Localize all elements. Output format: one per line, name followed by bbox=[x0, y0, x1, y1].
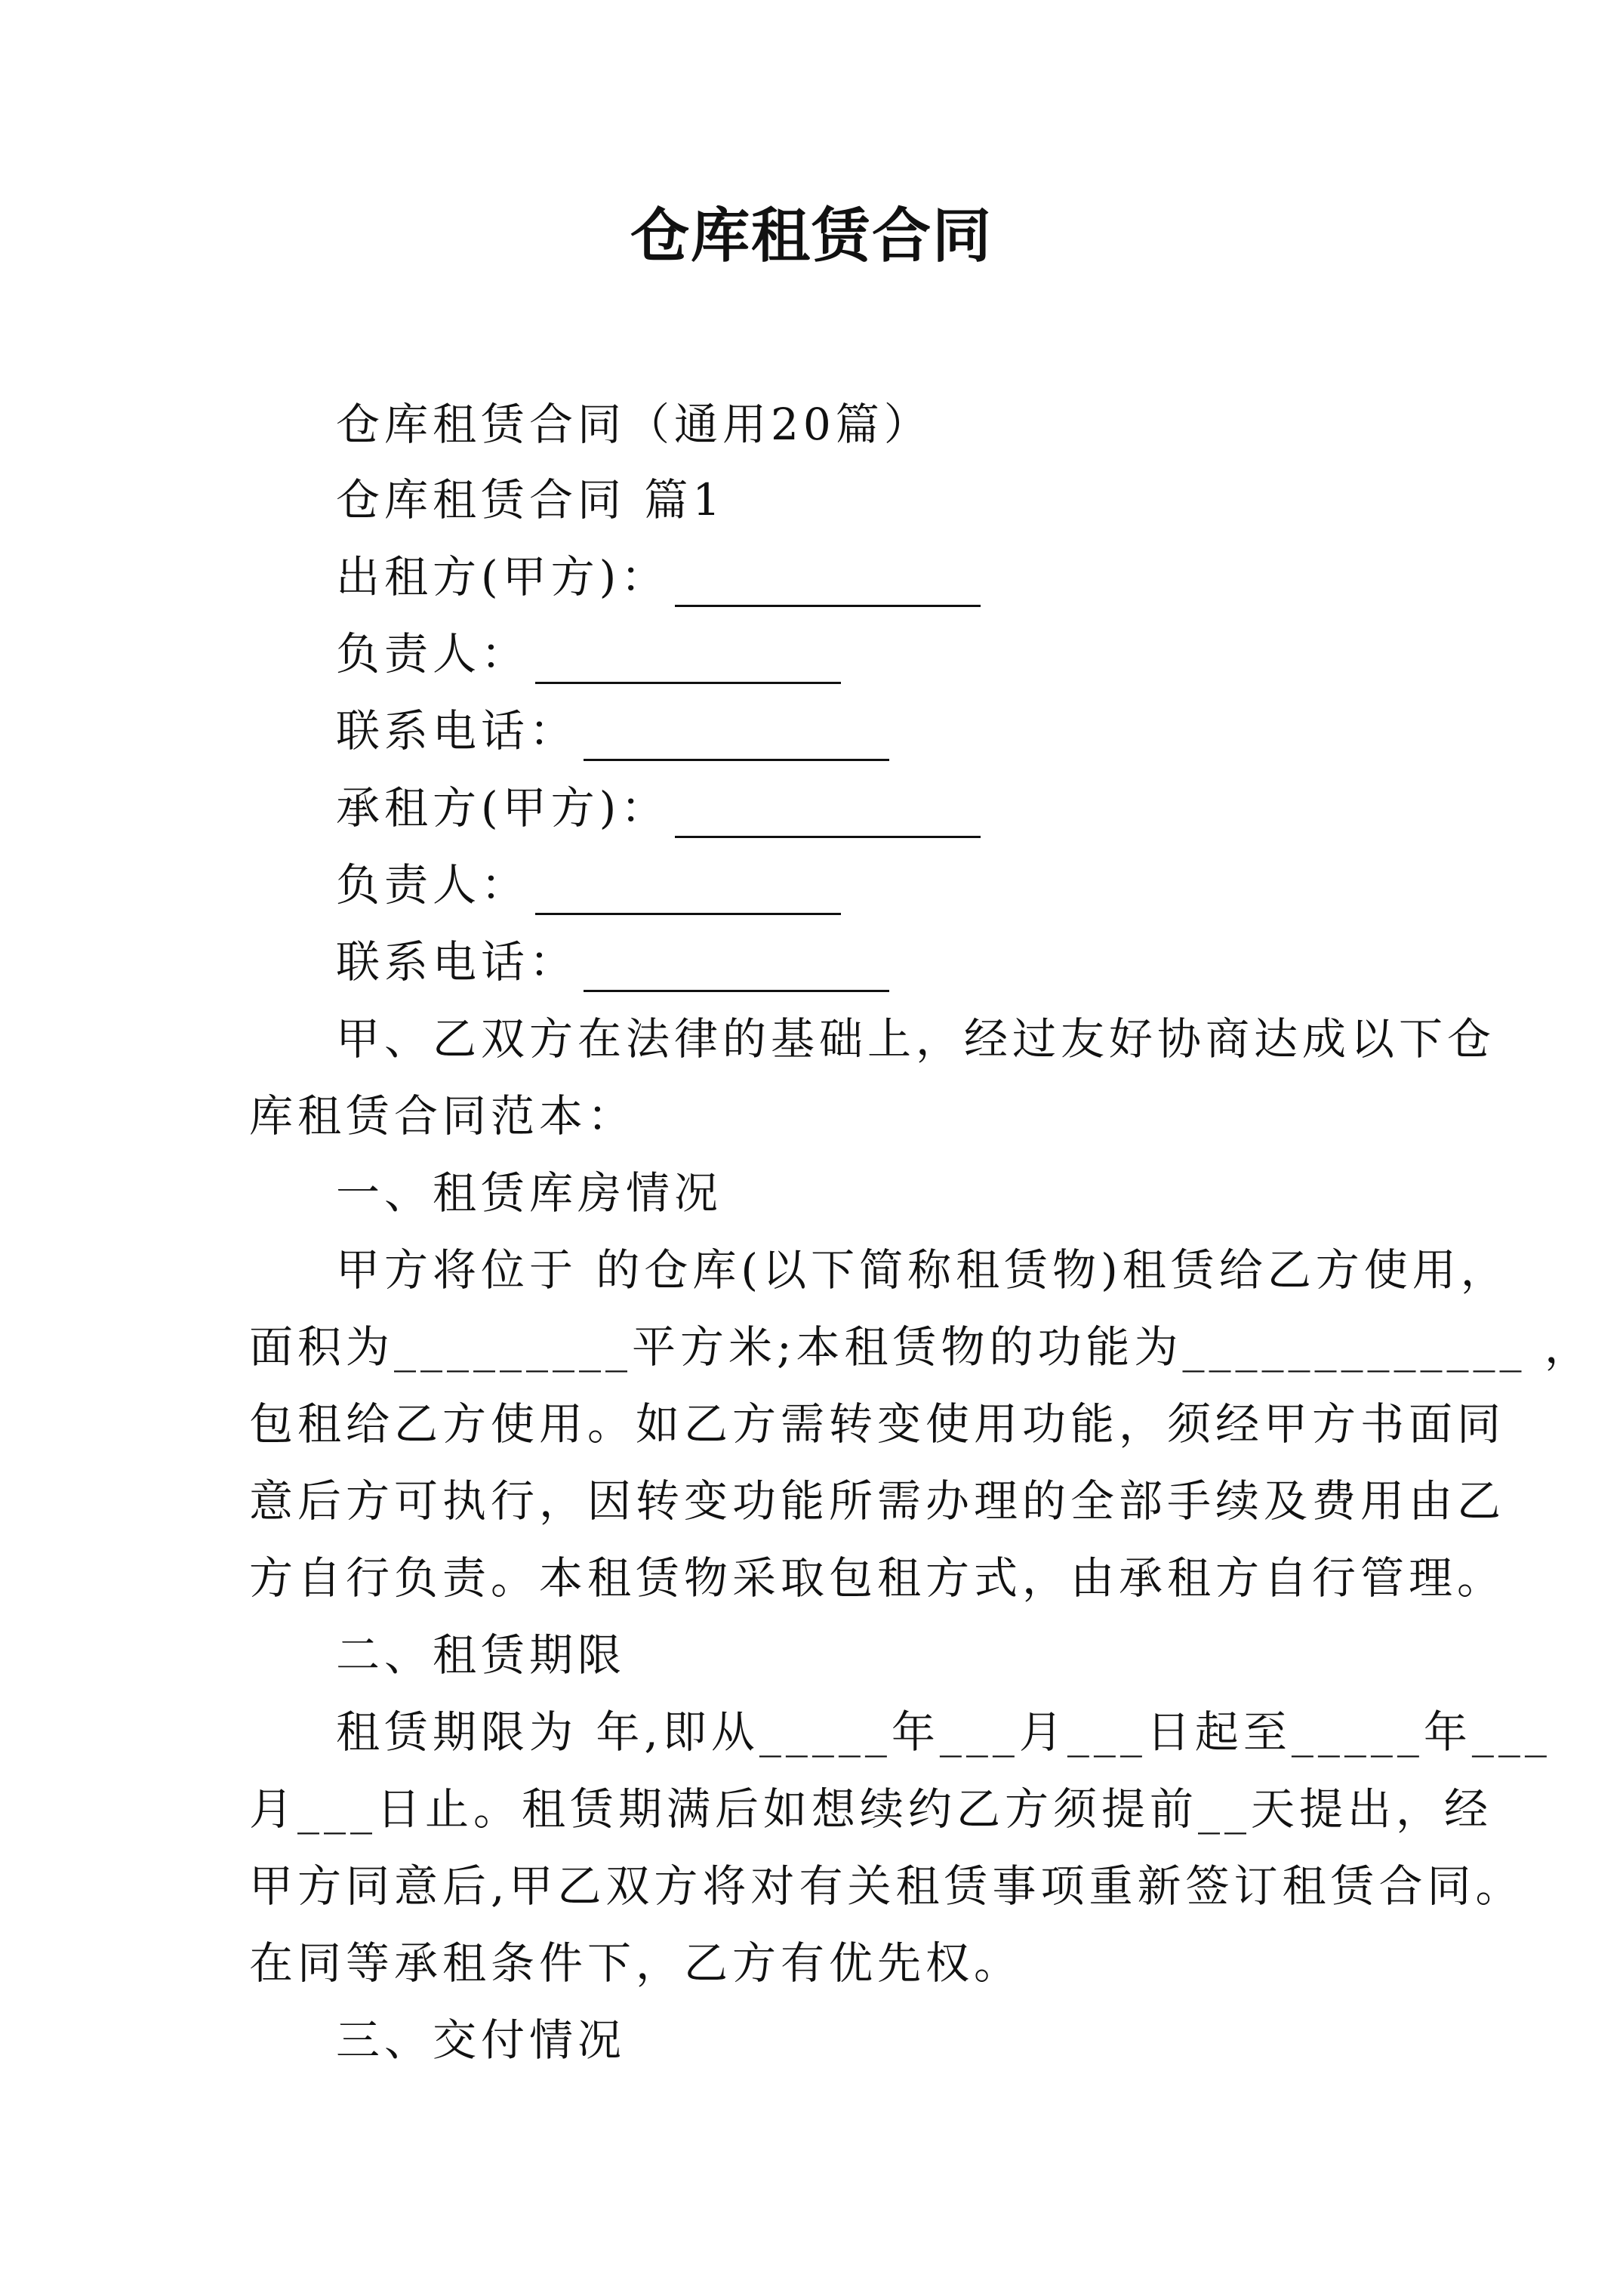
field-label: 出租方(甲方)： bbox=[336, 551, 670, 603]
blank-underline bbox=[584, 945, 889, 992]
field-label: 负责人： bbox=[336, 859, 530, 911]
body-line: 包租给乙方使用。如乙方需转变使用功能，须经甲方书面同 bbox=[249, 1398, 1506, 1450]
body-line: 面积为_________平方米;本租赁物的功能为_____________ ， bbox=[249, 1321, 1593, 1373]
body-line: 甲、乙双方在法律的基础上，经过友好协商达成以下仓 bbox=[336, 1013, 1496, 1065]
lessee-field bbox=[336, 778, 981, 838]
body-line: 甲方将位于 的仓库(以下简称租赁物)租赁给乙方使用， bbox=[336, 1244, 1509, 1296]
lessor-contact-person-field bbox=[336, 624, 841, 684]
blank-underline bbox=[535, 868, 841, 915]
body-line: 方自行负责。本租赁物采取包租方式，由承租方自行管理。 bbox=[249, 1552, 1506, 1604]
blank-underline bbox=[584, 713, 889, 761]
field-label: 联系电话： bbox=[336, 936, 578, 988]
blank-underline bbox=[675, 791, 981, 838]
body-line: 甲方同意后,甲乙双方将对有关租赁事项重新签订租赁合同。 bbox=[249, 1860, 1524, 1912]
lessee-phone-field bbox=[336, 932, 889, 992]
body-line: 在同等承租条件下，乙方有优先权。 bbox=[249, 1937, 1023, 1989]
blank-underline bbox=[535, 636, 841, 684]
section-heading: 仓库租赁合同 篇1 bbox=[336, 474, 725, 525]
blank-underline bbox=[675, 559, 981, 607]
field-label: 负责人： bbox=[336, 628, 530, 680]
clause-heading: 一、租赁库房情况 bbox=[336, 1167, 723, 1219]
document-title: 仓库租赁合同 bbox=[630, 202, 993, 270]
lessee-contact-person-field bbox=[336, 855, 841, 915]
lessor-phone-field bbox=[336, 701, 889, 761]
field-label: 联系电话： bbox=[336, 705, 578, 757]
body-line: 租赁期限为 年,即从_____年___月___日起至_____年___ bbox=[336, 1706, 1551, 1758]
field-label: 承租方(甲方)： bbox=[336, 782, 670, 834]
lessor-field bbox=[336, 547, 981, 607]
body-line: 意后方可执行，因转变功能所需办理的全部手续及费用由乙 bbox=[249, 1475, 1506, 1527]
clause-heading: 二、租赁期限 bbox=[336, 1629, 627, 1681]
clause-heading: 三、交付情况 bbox=[336, 2014, 627, 2066]
document-subtitle: 仓库租赁合同（通用20篇） bbox=[336, 399, 932, 450]
body-line: 库租赁合同范本： bbox=[249, 1090, 636, 1142]
body-line: 月___日止。租赁期满后如想续约乙方须提前__天提出，经 bbox=[249, 1783, 1493, 1835]
